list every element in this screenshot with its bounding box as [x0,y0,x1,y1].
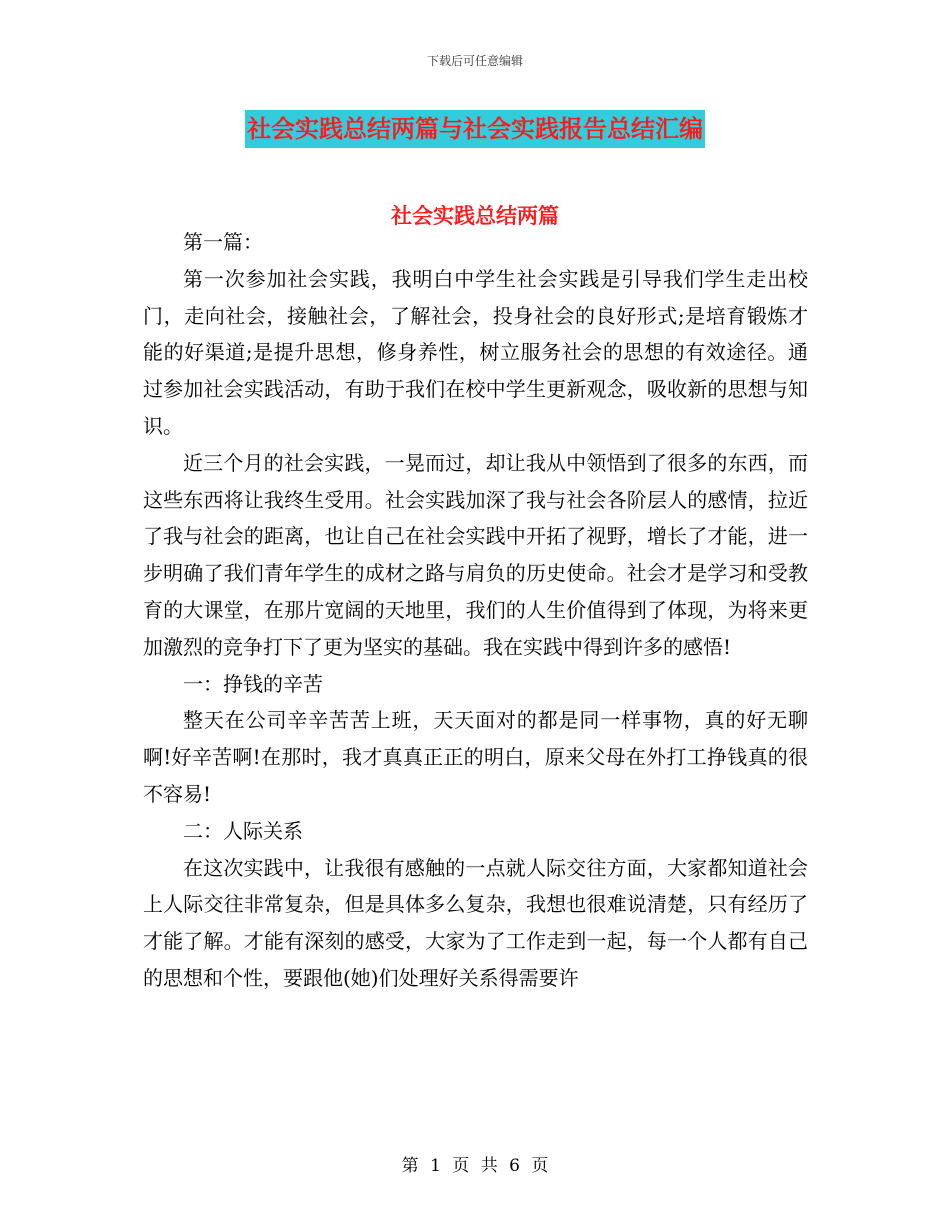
paragraph: 整天在公司辛辛苦苦上班，天天面对的都是同一样事物，真的好无聊啊!好辛苦啊!在那时，我才真真正正的明白，原来父母在外打工挣钱真的很不容易! [143,708,808,806]
document-body [143,224,808,997]
subheading-earning-money: 一：挣钱的辛苦 [183,671,323,696]
paragraph: 第一次参加社会实践，我明白中学生社会实践是引导我们学生走出校门，走向社会，接触社会，了解社会，投身社会的良好形式;是培育锻炼才能的好渠道;是提升思想，修身养性，树立服务社会的思想的有效途径。通过参加社会实践活动，有助于我们在校中学生更新观念，吸收新的思想与知识。 [143,266,808,438]
section-title: 社会实践总结两篇 [391,203,559,228]
page-number-footer: 第 1 页 共 6 页 [401,1156,549,1176]
document-title: 社会实践总结两篇与社会实践报告总结汇编 [245,110,705,148]
document-title-container [0,110,950,148]
paragraph: 在这次实践中，让我很有感触的一点就人际交往方面，大家都知道社会上人际交往非常复杂，但是具体多么复杂，我想也很难说清楚，只有经历了才能了解。才能有深刻的感受，大家为了工作走到一起，每一个人都有自己的思想和个性，要跟他(她)们处理好关系得需要许 [143,855,808,990]
subheading-relationships: 二：人际关系 [183,818,303,843]
paragraph-part-heading: 第一篇： [183,230,263,254]
header-note: 下载后可任意编辑 [426,54,523,68]
paragraph: 近三个月的社会实践，一晃而过，却让我从中领悟到了很多的东西，而这些东西将让我终生受用。社会实践加深了我与社会各阶层人的感情，拉近了我与社会的距离，也让自己在社会实践中开拓了视野，增长了才能，进一步明确了我们青年学生的成材之路与肩负的历史使命。社会才是学习和受教育的大课堂，在那片宽阔的天地里，我们的人生价值得到了体现，为将来更加激烈的竞争打下了更为坚实的基础。我在实践中得到许多的感悟! [143,450,808,659]
